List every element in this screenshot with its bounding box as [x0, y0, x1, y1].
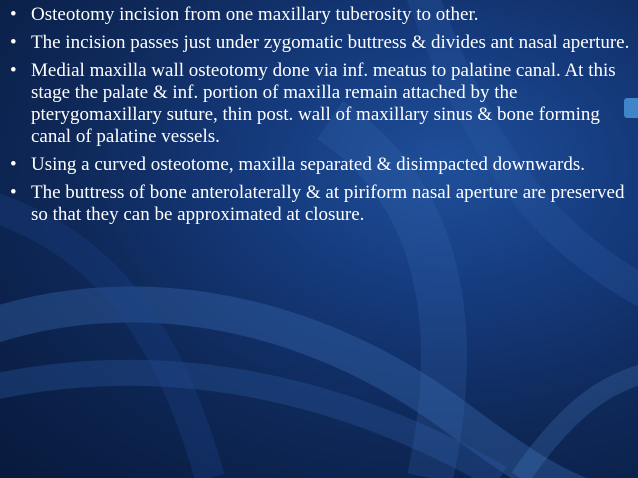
bullet-text: The buttress of bone anterolaterally & at piriform nasal aperture are preserved so that they can be approximated at closure. [31, 182, 625, 225]
bullet-marker: • [10, 154, 17, 175]
bullet-marker: • [10, 182, 17, 203]
bullet-marker: • [10, 60, 17, 81]
bullet-item [8, 32, 630, 54]
bullet-item [8, 182, 630, 226]
bullet-item [8, 4, 630, 26]
bullet-list [8, 4, 630, 226]
bullet-text: The incision passes just under zygomatic buttress & divides ant nasal aperture. [31, 32, 630, 53]
bullet-item [8, 60, 630, 148]
bullet-item [8, 154, 630, 176]
bullet-marker: • [10, 4, 17, 25]
bullet-marker: • [10, 32, 17, 53]
slide-content [8, 4, 630, 232]
bullet-text: Osteotomy incision from one maxillary tuberosity to other. [31, 4, 479, 25]
bullet-text: Medial maxilla wall osteotomy done via inf. meatus to palatine canal. At this stage the palate & inf. portion of maxilla remain attached by the pterygomaxillary suture, thin post. wall of maxillary sinus & bone forming canal of palatine vessels. [31, 60, 616, 147]
bullet-text: Using a curved osteotome, maxilla separated & disimpacted downwards. [31, 154, 586, 175]
